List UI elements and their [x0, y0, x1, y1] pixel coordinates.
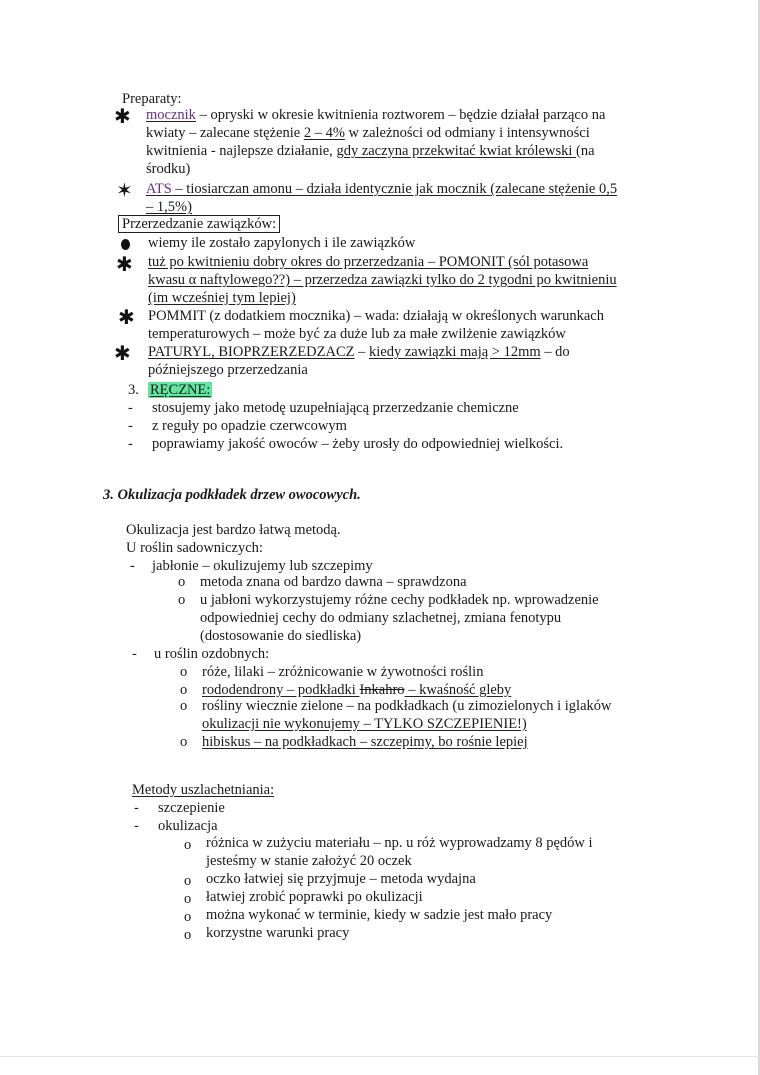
- dash-bullet: -: [128, 418, 133, 434]
- circle-bullet: o: [180, 698, 188, 714]
- metody-heading: [132, 781, 274, 799]
- text: Inkahro: [359, 682, 405, 698]
- scan-bottom-line: [0, 1056, 760, 1057]
- okulizacja-zalety-1-line1: różnica w zużyciu materiału – np. u róż wyprowadzamy 8 pędów i: [206, 835, 593, 851]
- okulizacja-jablonie-2-line2: odpowiedniej cechy do odmiany szlachetnej, zmiana fenotypu: [200, 610, 562, 626]
- preparat-mocznik-line2: [146, 124, 590, 142]
- text: w zależności od odmiany i intensywności: [344, 125, 590, 141]
- text: (na: [576, 143, 595, 159]
- przerzedzanie-item-1: wiemy ile zostało zapylonych i ile zawiązków: [148, 235, 416, 251]
- text: – tiosiarczan amonu – działa identycznie jak mocznik: [171, 181, 491, 197]
- circle-bullet: o: [184, 837, 192, 853]
- circle-bullet: o: [184, 891, 192, 907]
- text: Metody uszlachetniania:: [132, 782, 275, 798]
- text: kiedy zawiązki mają > 12mm: [369, 344, 541, 360]
- okulizacja-zalety-1-line2: jesteśmy w stanie założyć 20 oczek: [206, 853, 412, 869]
- metody-item-2: okulizacja: [158, 818, 218, 834]
- text: (im wcześniej tym lepiej): [148, 290, 296, 306]
- text: – kwaśność gleby: [404, 682, 512, 698]
- text: kwasu α naftylowego??) – przerzedza zawiązki tylko do 2 tygodni po kwitnieniu: [148, 272, 617, 288]
- text: PATURYL, BIOPRZERZEDZACZ: [148, 344, 355, 360]
- star-icon: ✶: [116, 180, 133, 202]
- przerzedzanie-item-3-line2: temperaturowych – może być za duże lub za małe zwilżenie zawiązków: [148, 326, 566, 342]
- text: kwiaty: [146, 125, 186, 141]
- przerzedzanie-item-2-line2: [148, 271, 617, 289]
- text: – do: [540, 344, 570, 360]
- text: gdy zaczyna przekwitać kwiat królewski: [336, 143, 576, 159]
- reczne-heading: [148, 381, 212, 399]
- text: kwitnienia - najlepsze działanie,: [146, 143, 337, 159]
- preparat-mocznik-line1: [146, 106, 605, 124]
- okulizacja-ozdobne: u roślin ozdobnych:: [154, 646, 270, 662]
- term-mocznik: mocznik: [146, 107, 196, 123]
- text: – zalecane stężenie: [185, 125, 304, 141]
- text: okulizacji nie wykonujemy – TYLKO SZCZEPIENIE!): [202, 716, 527, 732]
- okulizacja-jablonie-2-line1: u jabłoni wykorzystujemy różne cechy podkładek np. wprowadzenie: [200, 592, 599, 608]
- text: rododendrony – podkładki: [202, 682, 360, 698]
- preparat-mocznik-line3: [146, 142, 595, 160]
- text: (zalecane stężenie 0,5: [490, 181, 618, 197]
- text: –: [354, 344, 370, 360]
- dash-bullet: -: [128, 436, 133, 452]
- dash-bullet: -: [132, 646, 137, 662]
- okulizacja-ozdobne-1: róże, lilaki – zróżnicowanie w żywotności roślin: [202, 664, 484, 680]
- reczne-item-2: z reguły po opadzie czerwcowym: [152, 418, 347, 434]
- circle-bullet: o: [184, 909, 192, 925]
- przerzedzanie-item-3-line1: [148, 307, 604, 325]
- przerzedzanie-item-2-line1: [148, 253, 588, 271]
- metody-item-1: szczepienie: [158, 800, 225, 816]
- okulizacja-intro-1: Okulizacja jest bardzo łatwą metodą.: [126, 522, 341, 538]
- okulizacja-zalety-3: łatwiej zrobić poprawki po okulizacji: [206, 889, 423, 905]
- dash-bullet: -: [130, 558, 135, 574]
- star-icon: ✱: [116, 254, 133, 276]
- circle-bullet: o: [180, 734, 188, 750]
- okulizacja-zalety-4: można wykonać w terminie, kiedy w sadzie jest mało pracy: [206, 907, 553, 923]
- okulizacja-zalety-5: korzystne warunki pracy: [206, 925, 350, 941]
- dash-bullet: -: [134, 818, 139, 834]
- okulizacja-jablonie-2-line3: (dostosowanie do siedliska): [200, 628, 362, 644]
- circle-bullet: o: [184, 873, 192, 889]
- okulizacja-jablonie: jabłonie – okulizujemy lub szczepimy: [152, 558, 373, 574]
- circle-bullet: o: [180, 682, 188, 698]
- text: – 1,5%): [146, 199, 192, 215]
- okulizacja-ozdobne-4: [202, 733, 528, 751]
- preparat-mocznik-line4: środku): [146, 161, 191, 177]
- bullet-dot-icon: [121, 239, 130, 250]
- heading-przerzedzanie: [118, 215, 280, 233]
- okulizacja-ozdobne-3-line1: rośliny wiecznie zielone – na podkładkach (u zimozielonych i iglaków: [202, 698, 612, 714]
- okulizacja-zalety-2: oczko łatwiej się przyjmuje – metoda wydajna: [206, 871, 476, 887]
- text: Przerzedzanie zawiązków:: [118, 215, 280, 233]
- heading-preparaty: Preparaty:: [122, 91, 182, 107]
- circle-bullet: o: [178, 592, 186, 608]
- circle-bullet: o: [184, 927, 192, 943]
- text: 2 – 4%: [303, 125, 345, 141]
- reczne-item-3: poprawiamy jakość owoców – żeby urosły do odpowiedniej wielkości.: [152, 436, 564, 452]
- circle-bullet: o: [180, 664, 188, 680]
- okulizacja-ozdobne-3-line2: [202, 715, 527, 733]
- dash-bullet: -: [128, 400, 133, 416]
- section-heading-okulizacja: 3. Okulizacja podkładek drzew owocowych.: [103, 487, 361, 503]
- przerzedzanie-item-4-line1: [148, 343, 570, 361]
- star-icon: ✱: [118, 307, 135, 329]
- text: RĘCZNE:: [150, 382, 211, 398]
- text: tuż po kwitnieniu dobry okres do przerzedzania – POMONIT (sól potasowa: [148, 254, 589, 270]
- star-icon: ✱: [114, 106, 131, 128]
- reczne-item-1: stosujemy jako metodę uzupełniającą przerzedzanie chemiczne: [152, 400, 519, 416]
- okulizacja-jablonie-1: metoda znana od bardzo dawna – sprawdzona: [200, 574, 467, 590]
- text: hibiskus – na podkładkach – szczepimy, bo rośnie lepiej: [202, 734, 528, 750]
- dash-bullet: -: [134, 800, 139, 816]
- term-ats: ATS: [146, 181, 172, 197]
- circle-bullet: o: [178, 574, 186, 590]
- przerzedzanie-item-2-line3: [148, 289, 296, 307]
- text: – opryski w okresie kwitnienia roztworem – będzie działał parząco na: [195, 107, 606, 123]
- preparat-ats-line1: [146, 180, 617, 198]
- przerzedzanie-item-4-line2: późniejszego przerzedzania: [148, 362, 308, 378]
- text: POMMIT: [148, 308, 206, 324]
- reczne-number: 3.: [128, 382, 139, 398]
- preparat-ats-line2: [146, 198, 192, 216]
- okulizacja-intro-2: U roślin sadowniczych:: [126, 540, 263, 556]
- text: (z dodatkiem mocznika) – wada: działają w określonych warunkach: [205, 308, 604, 324]
- star-icon: ✱: [114, 343, 131, 365]
